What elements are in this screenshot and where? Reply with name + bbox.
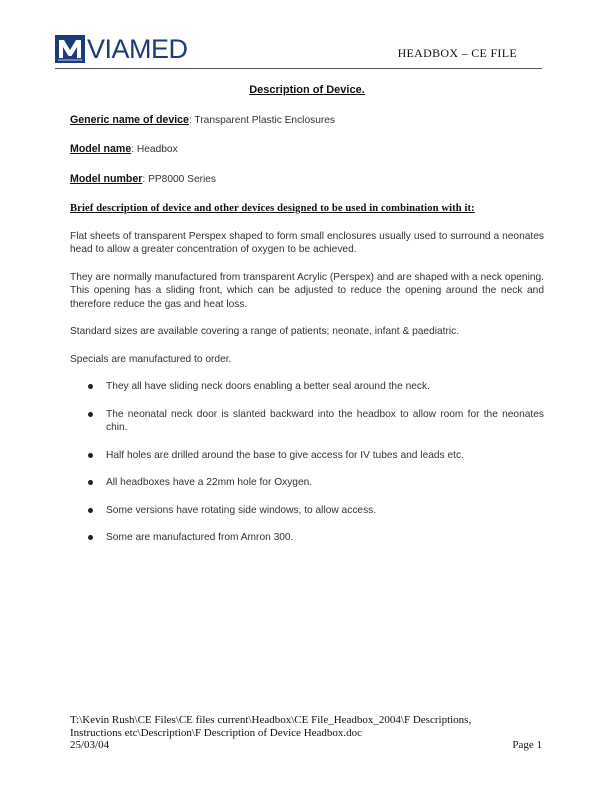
footer-date: 25/03/04 xyxy=(70,739,110,751)
viamed-m-logo-icon xyxy=(55,35,85,63)
paragraph: Standard sizes are available covering a range of patients; neonate, infant & paediatric. xyxy=(70,326,460,337)
page-title: Description of Device. xyxy=(249,84,365,96)
bullet-icon xyxy=(88,412,93,417)
list-item: All headboxes have a 22mm hole for Oxygen. xyxy=(70,476,544,490)
paragraph: Flat sheets of transparent Perspex shaped to form small enclosures usually used to surround a neonates head to allow a greater concentration of oxygen to be achieved. xyxy=(70,230,544,255)
header-divider xyxy=(55,68,542,69)
brief-description-heading: Brief description of device and other devices designed to be used in combination with it: xyxy=(70,203,475,214)
feature-list xyxy=(70,380,544,545)
model-number-field xyxy=(70,173,544,187)
header-section-title: HEADBOX – CE FILE xyxy=(397,46,517,60)
generic-name-value: : Transparent Plastic Enclosures xyxy=(188,114,336,126)
model-name-field xyxy=(70,143,544,157)
model-number-label: Model number xyxy=(70,172,143,185)
list-item: They all have sliding neck doors enabling a better seal around the neck. xyxy=(70,380,544,394)
viamed-logo xyxy=(55,34,188,64)
list-item: Some versions have rotating side windows, to allow access. xyxy=(70,504,544,518)
generic-name-label: Generic name of device xyxy=(70,113,189,126)
paragraph: Specials are manufactured to order. xyxy=(70,353,232,365)
list-item: The neonatal neck door is slanted backward into the headbox to allow room for the neonates chin. xyxy=(70,408,544,435)
generic-name-field xyxy=(70,114,544,128)
model-name-value: : Headbox xyxy=(131,144,178,155)
bullet-icon xyxy=(88,535,93,540)
paragraph: They are normally manufactured from transparent Acrylic (Perspex) and are shaped with a neck opening. This opening has a sliding front, which can be adjusted to reduce the opening around the neck and therefore reduce the gas and heat loss. xyxy=(70,271,544,310)
logo-wordmark: VIAMED xyxy=(87,34,188,64)
page-number: Page 1 xyxy=(512,739,542,751)
model-number-value: : PP8000 Series xyxy=(142,173,217,185)
bullet-icon xyxy=(88,480,93,485)
bullet-icon xyxy=(88,508,93,513)
model-name-label: Model name xyxy=(70,143,132,155)
bullet-icon xyxy=(88,453,93,458)
list-item: Some are manufactured from Amron 300. xyxy=(70,531,544,545)
footer-file-path-cont: Instructions etc\Description\F Description of Device Headbox.doc xyxy=(70,726,363,739)
page-footer xyxy=(70,714,542,752)
document-body xyxy=(70,84,544,559)
list-item: Half holes are drilled around the base to give access for IV tubes and leads etc. xyxy=(70,449,544,463)
footer-file-path: T:\Kevin Rush\CE Files\CE files current\Headbox\CE File_Headbox_2004\F Descriptions, xyxy=(70,714,472,726)
footer-date-row xyxy=(70,739,542,752)
bullet-icon xyxy=(88,384,93,389)
